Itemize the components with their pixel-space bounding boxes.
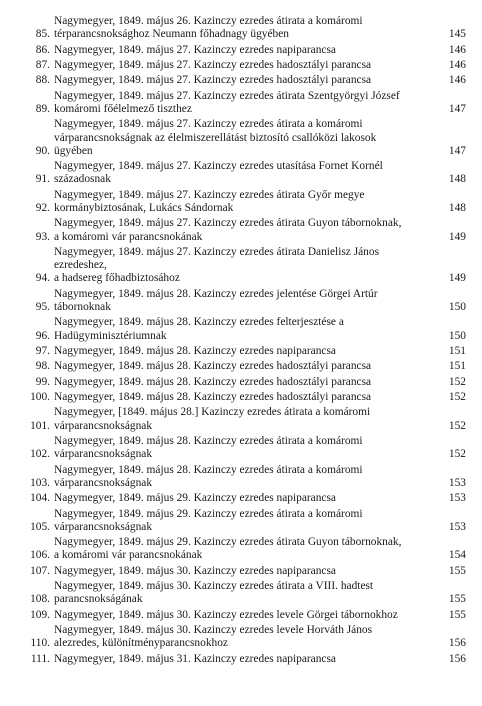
toc-entry (20, 492, 466, 505)
entry-title (54, 59, 426, 72)
toc-entry (20, 609, 466, 622)
toc-entry (20, 90, 466, 116)
entry-number: 100. (30, 391, 50, 404)
toc-entry (20, 580, 466, 606)
entry-title-line: Nagymegyer, 1849. május 31. Kazinczy ezredes napiparancsa (54, 652, 336, 665)
entry-title (54, 464, 426, 490)
toc-entry (20, 376, 466, 389)
page-number: 150 (448, 300, 466, 313)
page-number: 147 (448, 144, 466, 157)
entry-title-line: ezredeshez, (54, 259, 107, 272)
entry-title (54, 565, 426, 578)
entry-title-line: Nagymegyer, 1849. május 27. Kazinczy ezredes átirata a komáromi (54, 118, 363, 131)
entry-title (54, 160, 426, 186)
entry-title (54, 536, 426, 562)
entry-number: 99. (35, 375, 50, 388)
entry-title-line: Nagymegyer, 1849. május 28. Kazinczy ezredes jelentése Görgei Artúr (54, 287, 378, 300)
entry-title (54, 406, 426, 432)
entry-title-line: a hadsereg főhadbiztosához (54, 272, 180, 285)
entry-title (54, 90, 426, 116)
entry-number: 110. (30, 637, 50, 650)
toc-entry (20, 288, 466, 314)
entry-number: 98. (35, 360, 50, 373)
page-number: 152 (448, 391, 466, 404)
entry-title-line: Nagymegyer, 1849. május 29. Kazinczy ezredes átirata a komáromi (54, 507, 363, 520)
toc-entry (20, 118, 466, 158)
entry-title-line: ügyében (54, 144, 93, 157)
entry-title-line: Nagymegyer, 1849. május 30. Kazinczy ezredes napiparancsa (54, 564, 336, 577)
entry-title-line: Nagymegyer, 1849. május 27. Kazinczy ezredes átirata Győr megye (54, 188, 365, 201)
page-number: 153 (448, 492, 466, 505)
entry-title (54, 44, 426, 57)
entry-title-line: Nagymegyer, 1849. május 30. Kazinczy ezredes levele Görgei tábornokhoz (54, 608, 398, 621)
entry-title-line: várparancsnokságnak (54, 419, 153, 432)
entry-title-line: várparancsnokságnak (54, 448, 153, 461)
toc-entry (20, 160, 466, 186)
entry-number: 94. (35, 272, 50, 285)
entry-title-line: Nagymegyer, 1849. május 28. Kazinczy ezredes napiparancsa (54, 344, 336, 357)
entry-number: 89. (35, 102, 50, 115)
entry-title-line: térparancsnoksághoz Neumann főhadnagy ügyében (54, 28, 290, 41)
page-number: 154 (448, 549, 466, 562)
entry-number: 102. (30, 448, 50, 461)
toc-entry (20, 406, 466, 432)
toc-entry (20, 345, 466, 358)
entry-number: 90. (35, 144, 50, 157)
entry-number: 87. (35, 58, 50, 71)
entry-title (54, 624, 426, 650)
entry-number: 97. (35, 344, 50, 357)
entry-number: 91. (35, 173, 50, 186)
toc-entry (20, 624, 466, 650)
page-number: 152 (448, 375, 466, 388)
page-number: 153 (448, 476, 466, 489)
entry-number: 88. (35, 74, 50, 87)
entry-title-line: komáromi főélelmező tiszthez (54, 102, 192, 115)
entry-number: 92. (35, 201, 50, 214)
toc-entry (20, 360, 466, 373)
entry-number: 101. (30, 419, 50, 432)
page-number: 153 (448, 520, 466, 533)
entry-title-line: Nagymegyer, 1849. május 26. Kazinczy ezredes átirata a komáromi (54, 15, 363, 27)
page-number: 148 (448, 201, 466, 214)
toc-entry (20, 246, 466, 286)
entry-title (54, 288, 426, 314)
entry-title-line: várparancsnokságnak az élelmiszerellátást biztosító csallóközi lakosok (54, 131, 377, 144)
toc-entry (20, 508, 466, 534)
toc-entry (20, 464, 466, 490)
entry-title (54, 316, 426, 342)
page-number: 151 (448, 344, 466, 357)
entry-title-line: a komáromi vár parancsnokának (54, 549, 203, 562)
table-of-contents (20, 15, 466, 668)
entry-title (54, 118, 426, 158)
entry-number: 95. (35, 300, 50, 313)
entry-title (54, 15, 426, 41)
entry-title (54, 580, 426, 606)
page-number: 152 (448, 448, 466, 461)
entry-title (54, 609, 426, 622)
entry-title (54, 246, 426, 286)
entry-title-line: a komáromi vár parancsnokának (54, 230, 203, 243)
entry-title-line: Hadügyminisztériumnak (54, 329, 167, 342)
entry-title-line: parancsnokságának (54, 593, 143, 606)
entry-title-line: várparancsnokságnak (54, 476, 153, 489)
page-number: 156 (448, 652, 466, 665)
entry-title (54, 74, 426, 87)
entry-number: 105. (30, 520, 50, 533)
page-number: 148 (448, 173, 466, 186)
entry-title-line: kormánybiztosának, Lukács Sándornak (54, 201, 234, 214)
toc-entry (20, 59, 466, 72)
toc-entry (20, 391, 466, 404)
toc-entry (20, 44, 466, 57)
toc-entry (20, 565, 466, 578)
entry-title-line: Nagymegyer, 1849. május 30. Kazinczy ezredes levele Horváth János (54, 624, 373, 637)
entry-number: 111. (30, 652, 50, 665)
entry-title-line: Nagymegyer, 1849. május 27. Kazinczy ezredes napiparancsa (54, 43, 336, 56)
entry-number: 106. (30, 549, 50, 562)
entry-title-line: Nagymegyer, 1849. május 28. Kazinczy ezredes átirata a komáromi (54, 463, 363, 476)
toc-entry (20, 189, 466, 215)
entry-title-line: Nagymegyer, 1849. május 30. Kazinczy ezredes átirata a VIII. hadtest (54, 580, 374, 593)
page-number: 151 (448, 360, 466, 373)
entry-title-line: Nagymegyer, 1849. május 28. Kazinczy ezredes felterjesztése a (54, 316, 344, 329)
entry-title (54, 492, 426, 505)
page-number: 155 (448, 564, 466, 577)
entry-number: 85. (35, 28, 50, 41)
toc-entry (20, 15, 466, 41)
entry-number: 109. (30, 608, 50, 621)
entry-title-line: Nagymegyer, 1849. május 27. Kazinczy ezredes utasítása Fornet Kornél (54, 160, 383, 173)
entry-title-line: Nagymegyer, 1849. május 27. Kazinczy ezredes hadosztályi parancsa (54, 74, 372, 87)
page-number: 152 (448, 419, 466, 432)
entry-title (54, 189, 426, 215)
page-number: 146 (448, 43, 466, 56)
entry-title-line: Nagymegyer, 1849. május 27. Kazinczy ezredes hadosztályi parancsa (54, 58, 372, 71)
entry-title-line: Nagymegyer, [1849. május 28.] Kazinczy ezredes átirata a komáromi (54, 406, 371, 419)
entry-title (54, 435, 426, 461)
entry-title (54, 653, 426, 666)
page-number: 146 (448, 74, 466, 87)
page-number: 146 (448, 58, 466, 71)
entry-title-line: Nagymegyer, 1849. május 27. Kazinczy ezredes átirata Guyon tábornoknak, (54, 217, 402, 230)
entry-number: 107. (30, 564, 50, 577)
entry-number: 86. (35, 43, 50, 56)
entry-number: 108. (30, 593, 50, 606)
entry-title (54, 360, 426, 373)
page-number: 155 (448, 608, 466, 621)
entry-title (54, 217, 426, 243)
page-number: 147 (448, 102, 466, 115)
entry-title-line: Nagymegyer, 1849. május 29. Kazinczy ezredes napiparancsa (54, 492, 336, 505)
entry-title-line: Nagymegyer, 1849. május 28. Kazinczy ezredes hadosztályi parancsa (54, 360, 372, 373)
toc-entry (20, 653, 466, 666)
entry-title-line: alezredes, különítményparancsnokhoz (54, 637, 228, 650)
entry-title-line: várparancsnokságnak (54, 520, 153, 533)
page-number: 145 (448, 28, 466, 41)
entry-title-line: Nagymegyer, 1849. május 28. Kazinczy ezredes hadosztályi parancsa (54, 391, 372, 404)
page-number: 155 (448, 593, 466, 606)
toc-entry (20, 217, 466, 243)
entry-title (54, 376, 426, 389)
page-number: 149 (448, 230, 466, 243)
entry-title-line: Nagymegyer, 1849. május 28. Kazinczy ezredes hadosztályi parancsa (54, 375, 372, 388)
entry-title (54, 391, 426, 404)
entry-title-line: Nagymegyer, 1849. május 28. Kazinczy ezredes átirata a komáromi (54, 435, 363, 448)
toc-entry (20, 435, 466, 461)
page-number: 149 (448, 272, 466, 285)
entry-number: 93. (35, 230, 50, 243)
entry-title-line: Nagymegyer, 1849. május 29. Kazinczy ezredes átirata Guyon tábornoknak, (54, 536, 402, 549)
entry-number: 104. (30, 492, 50, 505)
entry-title-line: tábornoknak (54, 300, 111, 313)
entry-title-line: Nagymegyer, 1849. május 27. Kazinczy ezredes átirata Danielisz János (54, 245, 380, 258)
entry-title-line: századosnak (54, 173, 111, 186)
entry-title (54, 508, 426, 534)
entry-title-line: Nagymegyer, 1849. május 27. Kazinczy ezredes átirata Szentgyörgyi József (54, 89, 400, 102)
toc-entry (20, 536, 466, 562)
toc-entry (20, 74, 466, 87)
page-number: 150 (448, 329, 466, 342)
entry-number: 103. (30, 476, 50, 489)
entry-number: 96. (35, 329, 50, 342)
page-number: 156 (448, 637, 466, 650)
toc-entry (20, 316, 466, 342)
entry-title (54, 345, 426, 358)
